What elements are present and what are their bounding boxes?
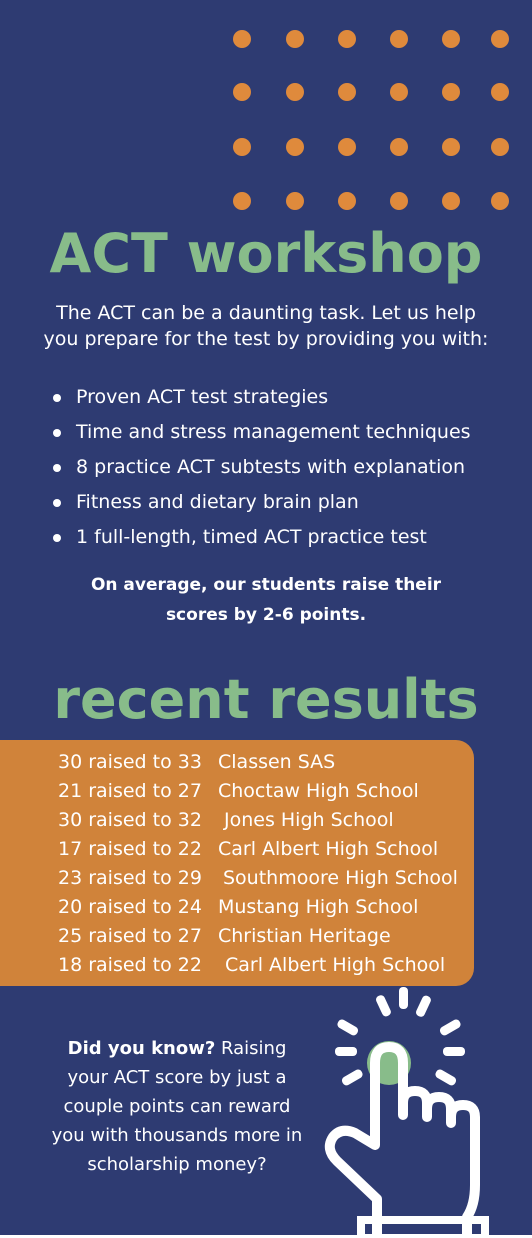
result-row: 23 raised to 29 Southmoore High School	[58, 867, 458, 889]
list-item: Proven ACT test strategies	[48, 382, 471, 417]
result-row: 21 raised to 27 Choctaw High School	[58, 780, 419, 802]
page-title: ACT workshop	[49, 222, 483, 285]
bullet-icon	[53, 464, 61, 472]
result-row: 30 raised to 33 Classen SAS	[58, 751, 336, 773]
average-improvement-note: On average, our students raise their scores by 2-6 points.	[90, 575, 442, 625]
benefits-list	[48, 382, 471, 557]
decorative-dot	[286, 138, 304, 156]
decorative-dot	[286, 192, 304, 210]
list-item: 8 practice ACT subtests with explanation	[48, 452, 471, 487]
results-panel	[0, 740, 474, 986]
bullet-icon	[53, 429, 61, 437]
decorative-dot	[390, 30, 408, 48]
decorative-dot	[442, 192, 460, 210]
decorative-dot	[286, 83, 304, 101]
decorative-dot	[491, 30, 509, 48]
bullet-icon	[53, 394, 61, 402]
decorative-dot	[442, 138, 460, 156]
hand-pointer-click-icon	[315, 985, 515, 1238]
decorative-dot	[390, 138, 408, 156]
result-row: 17 raised to 22 Carl Albert High School	[58, 838, 439, 860]
decorative-dot	[338, 192, 356, 210]
list-item: Time and stress management techniques	[48, 417, 471, 452]
result-row: 30 raised to 32 Jones High School	[58, 809, 394, 831]
decorative-dot	[442, 30, 460, 48]
decorative-dot	[338, 30, 356, 48]
decorative-dot	[233, 138, 251, 156]
bullet-icon	[53, 499, 61, 507]
decorative-dot-grid	[0, 0, 532, 230]
decorative-dot	[338, 83, 356, 101]
result-row: 25 raised to 27 Christian Heritage	[58, 925, 391, 947]
decorative-dot	[390, 192, 408, 210]
intro-text: The ACT can be a daunting task. Let us help you prepare for the test by providing you with:	[43, 302, 489, 350]
result-row: 18 raised to 22 Carl Albert High School	[58, 954, 446, 976]
did-you-know-body: Raising your ACT score by just a couple points can reward you with thousands more in scholarship money?	[51, 1038, 303, 1175]
decorative-dot	[390, 83, 408, 101]
decorative-dot	[233, 83, 251, 101]
decorative-dot	[491, 138, 509, 156]
decorative-dot	[286, 30, 304, 48]
list-item: 1 full-length, timed ACT practice test	[48, 522, 471, 557]
bullet-icon	[53, 534, 61, 542]
decorative-dot	[491, 83, 509, 101]
did-you-know-lead: Did you know?	[67, 1038, 216, 1059]
decorative-dot	[442, 83, 460, 101]
decorative-dot	[233, 192, 251, 210]
results-title: recent results	[53, 668, 479, 731]
list-item: Fitness and dietary brain plan	[48, 487, 471, 522]
decorative-dot	[233, 30, 251, 48]
decorative-dot	[338, 138, 356, 156]
did-you-know-text	[48, 1034, 306, 1179]
decorative-dot	[491, 192, 509, 210]
result-row: 20 raised to 24 Mustang High School	[58, 896, 419, 918]
